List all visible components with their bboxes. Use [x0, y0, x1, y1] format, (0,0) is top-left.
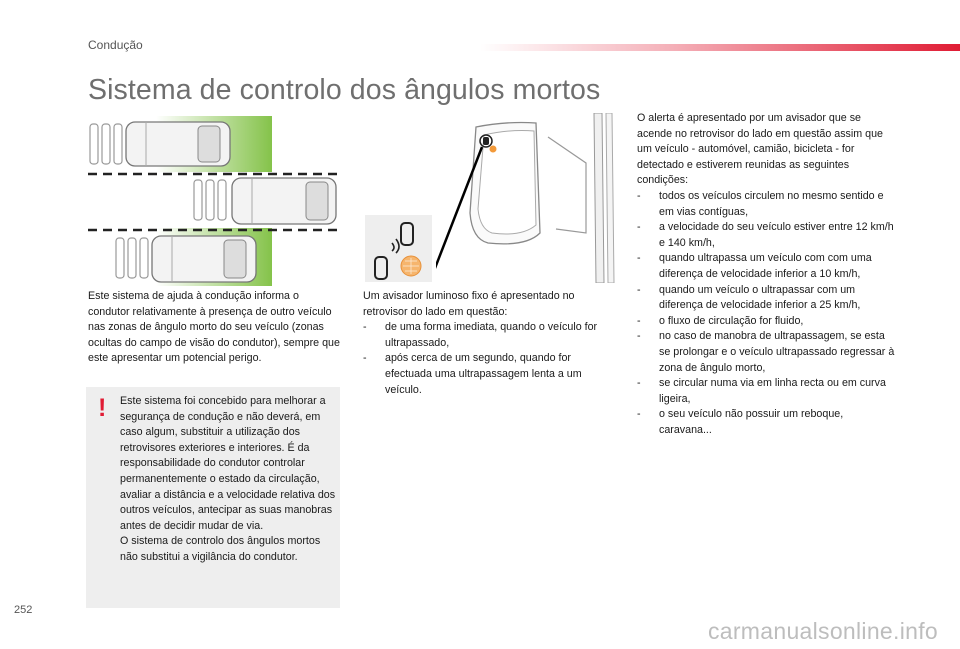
- conditions-list: [637, 189, 895, 439]
- page-number: 252: [14, 604, 33, 616]
- list-item: - todos os veículos circulem no mesmo sentido e em vias contíguas,: [637, 189, 895, 220]
- list-item: - no caso de manobra de ultrapassagem, se esta se prolongar e o veículo ultrapassado regressar à zona de ângulo morto,: [637, 329, 895, 376]
- page-title: Sistema de controlo dos ângulos mortos: [88, 74, 601, 106]
- exterior-mirror-figure: [436, 113, 620, 283]
- warning-box: [86, 387, 340, 608]
- signal-waves-icon: [392, 239, 399, 253]
- header-accent-bar: [480, 44, 960, 51]
- list-item: - após cerca de um segundo, quando for efectuada uma ultrapassagem lenta a um veículo.: [363, 351, 613, 398]
- exclamation-icon: !: [98, 394, 107, 422]
- indicator-description: [363, 289, 613, 398]
- list-item: - o fluxo de circulação for fluido,: [637, 314, 895, 330]
- intro-paragraph: Este sistema de ajuda à condução informa o condutor relativamente à presença de outro veículo nas zonas de ângulo morto do seu veículo (zonas ocultas do campo de visão do condutor), sempre que este apresentar um potencial perigo.: [88, 290, 340, 365]
- blind-spot-lanes-figure: [86, 116, 342, 286]
- warning-paragraph-2: O sistema de controlo dos ângulos mortos não substitui a vigilância do condutor.: [120, 535, 321, 563]
- blind-spot-indicator-figure: [365, 215, 432, 282]
- list-item: - quando um veículo o ultrapassar com um diferença de velocidade inferior a 25 km/h,: [637, 283, 895, 314]
- list-item: - a velocidade do seu veículo estiver entre 12 km/h e 140 km/h,: [637, 220, 895, 251]
- list-item: - o seu veículo não possuir um reboque, caravana...: [637, 407, 895, 438]
- indicator-list: [363, 320, 613, 398]
- list-item: - quando ultrapassa um veículo com com uma diferença de velocidade inferior a 10 km/h,: [637, 251, 895, 282]
- warning-paragraph-1: Este sistema foi concebido para melhorar a segurança de condução e não deverá, em caso algum, substituir a utilização dos retrovisores exteriores e interiores. É da responsabilidade do condutor controlar permanentemente o estado da circulação, avaliar a distância e a velocidade relativa dos outros veículos, antecipar as suas manobras antes de decidir mudar de via.: [120, 395, 336, 532]
- section-label: Condução: [88, 38, 143, 52]
- list-item: - de uma forma imediata, quando o veículo for ultrapassado,: [363, 320, 613, 351]
- list-item: - se circular numa via em linha recta ou em curva ligeira,: [637, 376, 895, 407]
- warning-text: [120, 394, 336, 566]
- watermark: carmanualsonline.info: [707, 618, 938, 644]
- indicator-intro: Um avisador luminoso fixo é apresentado no retrovisor do lado em questão:: [363, 290, 575, 318]
- conditions-description: [637, 111, 895, 438]
- conditions-intro: O alerta é apresentado por um avisador que se acende no retrovisor do lado em questão assim que um veículo - automóvel, camião, bicicleta - for detectado e estiverem reunidas as seguintes condições:: [637, 112, 883, 187]
